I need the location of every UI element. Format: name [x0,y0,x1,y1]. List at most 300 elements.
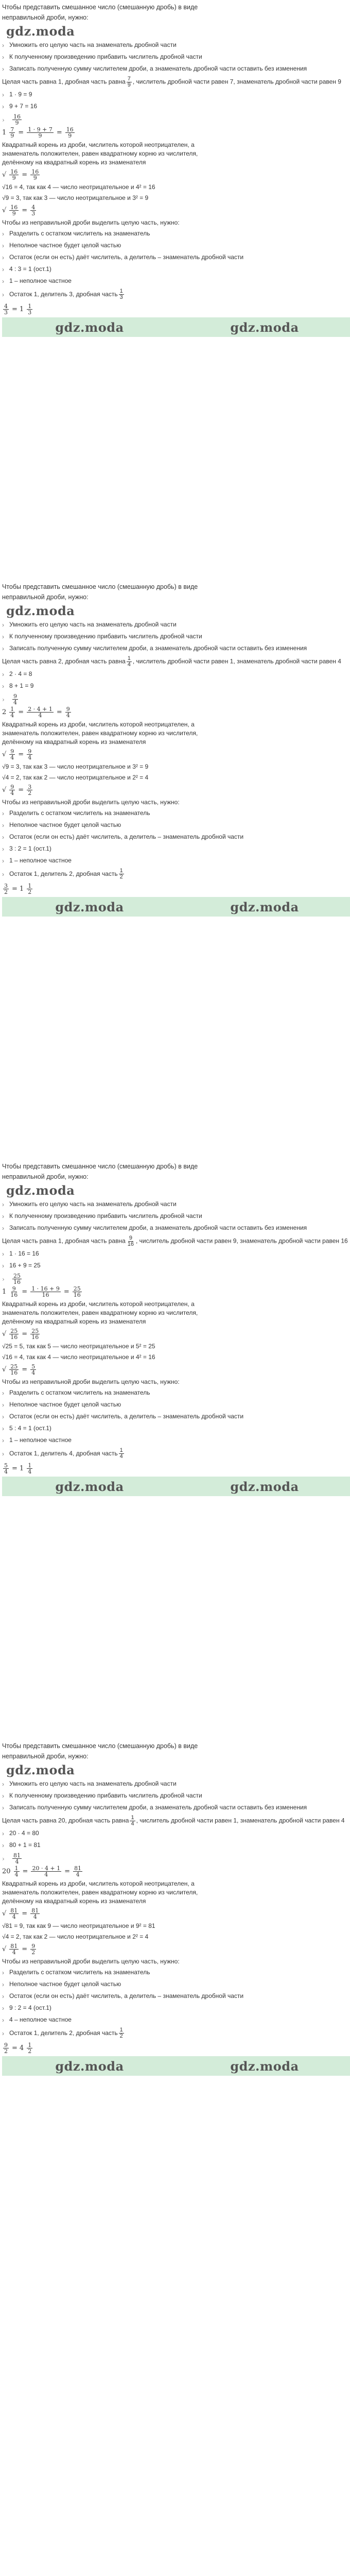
sqrt-split [30,1908,40,1920]
fraction-numerator: 2 · 4 + 1 [28,706,52,713]
whole-part-line [2,76,348,88]
bullet-icon: › [2,277,4,285]
fraction-numerator: 1 · 9 + 7 [28,126,52,133]
list-item-text: Умножить его целую часть на знаменатель дробной части [9,1780,177,1787]
expanded-fraction [27,127,54,139]
bullet-icon: › [2,65,4,73]
intro-text: Чтобы представить смешанное число (смешанную дробь) в виде неправильной дроби, нужно: [2,4,198,21]
bullet-icon: › [2,670,4,678]
fraction-numerator: 9 [129,1235,132,1241]
fractional-part [27,1463,32,1475]
rule-step [2,64,348,73]
fraction-numerator: 1 [119,1447,123,1453]
bullet-icon: › [2,242,4,249]
bullet-icon: › [2,1829,4,1837]
division-intro: Чтобы из неправильной дроби выделить целую часть, нужно: [2,799,180,806]
fraction-numerator: 1 [127,655,131,662]
list-item-text: 3 : 2 = 1 (ост.1) [9,845,51,852]
list-item-text: 1 · 9 = 9 [9,91,32,98]
whole-part-tail: , числитель дробной части равен 9, знаменатель дробной части равен 16 [136,1237,348,1245]
fraction-denominator: 3 [31,210,36,217]
bullet-icon: › [2,1450,4,1458]
bullet-icon: › [2,833,4,841]
watermark: gdz.moda [6,24,75,39]
equals-sign: = [22,206,28,214]
watermark: gdz.moda [55,319,124,335]
rule-step [2,41,348,49]
fraction-denominator: 4 [28,754,32,761]
list-item-text: Остаток 1, делитель 3, дробная часть [9,291,118,298]
division-step [2,844,348,853]
fraction-numerator: 3 [28,784,32,790]
division-step [2,833,348,841]
sqrt-numerator-line: √25 = 5, так как 5 — число неотрицательное и 5² = 25 [2,1343,155,1350]
mixed-fraction [9,706,15,718]
fraction-denominator: 4 [14,1871,19,1878]
division-step [2,289,348,300]
sqrt-numerator-line: √16 = 4, так как 4 — число неотрицательное и 4² = 16 [2,183,155,191]
conversion-chain [2,1286,348,1298]
watermark: gdz.moda [6,603,75,618]
bullet-icon: › [2,53,4,61]
improper-fraction [3,303,9,315]
fraction-denominator: 16 [73,1292,81,1298]
list-item-text: 5 : 4 = 1 (ост.1) [9,1425,51,1432]
bullet-icon: › [2,696,5,703]
bullet-icon: › [2,1792,4,1800]
division-step [2,1388,348,1397]
fraction-denominator: 4 [28,1468,32,1475]
list-item-text: Умножить его целую часть на знаменатель дробной части [9,621,177,628]
equals-sign: = [22,1909,28,1918]
equals-sign: = [12,2044,18,2052]
sqrt-split [27,749,32,760]
expanded-fraction [30,1286,61,1298]
division-step [2,868,348,880]
equals-sign: = [18,786,24,794]
division-intro: Чтобы из неправильной дроби выделить целую часть, нужно: [2,1958,180,1965]
bullet-icon: › [2,1980,4,1988]
division-step [2,809,348,818]
solution-section [0,1159,350,1739]
list-item-text: К полученному произведению прибавить числитель дробной части [9,1792,202,1799]
whole-part-text: Целая часть равна 2, дробная часть равна [2,657,126,665]
fraction-denominator: 2 [31,1949,36,1956]
fraction-denominator: 9 [15,120,19,126]
sqrt-radicand [9,1908,19,1920]
bullet-icon: › [2,1250,4,1258]
watermark: gdz.moda [230,2058,299,2074]
list-item-text: 1 – неполное частное [9,857,72,864]
fraction-numerator: 3 [4,883,8,889]
calc-step [2,102,348,111]
result-fraction [12,693,18,705]
mixed-fraction [14,1866,20,1877]
list-item-text: Записать полученную сумму числителем дроби, а знаменатель дробной части оставить без изменения [9,65,307,72]
calc-step [2,1261,348,1270]
whole-number: 1 [19,1464,24,1472]
whole-part-text: Целая часть равна 20, дробная часть равна [2,1817,129,1824]
list-item-text: Разделить с остатком числитель на знаменатель [9,1969,150,1976]
division-step [2,2015,348,2024]
fraction-denominator: 2 [4,889,8,895]
conversion-chain [2,1866,348,1877]
list-item-text: Записать полученную сумму числителем дроби, а знаменатель дробной части оставить без изменения [9,1224,307,1231]
bullet-icon: › [2,2004,4,2012]
whole-part-line [2,1815,348,1827]
list-item-text: Разделить с остатком числитель на знаменатель [9,1389,150,1396]
sqrt-rule-text: Квадратный корень из дроби, числитель которой неотрицателен, а знаменатель положителен, равен квадратному корню из числителя, делённому на квадратный корень из знаменателя [2,721,198,745]
fraction-numerator: 4 [31,204,36,211]
division-step [2,253,348,262]
fraction-numerator: 1 [119,2027,123,2033]
bullet-icon: › [2,1262,4,1269]
division-step [2,229,348,238]
bullet-icon: › [2,265,4,273]
mixed-fraction [9,127,15,139]
bullet-icon: › [2,1413,4,1420]
bullet-icon: › [2,91,4,98]
fraction-denominator: 16 [127,1241,134,1247]
list-item-text: 4 – неполное частное [9,2016,72,2023]
answer-highlight [2,2056,350,2076]
fraction-numerator: 81 [74,1865,82,1872]
fraction-numerator: 9 [4,2042,8,2048]
sqrt-radicand [9,749,15,760]
sqrt-radicand [9,205,19,216]
whole-part-tail: , числитель дробной части равен 1, знаменатель дробной части равен 4 [132,657,341,665]
bullet-icon: › [2,1804,4,1811]
list-item-text: 9 + 7 = 16 [9,103,38,110]
list-item-text: 8 + 1 = 9 [9,682,34,689]
sqrt-sign: √ [2,1909,7,1918]
fraction-denominator: 16 [13,1279,21,1285]
conversion-chain [2,706,348,718]
list-item-text: 16 + 9 = 25 [9,1262,41,1269]
whole-number: 20 [2,1867,11,1875]
calc-step [2,90,348,99]
sqrt-split [30,169,40,181]
fraction-denominator: 4 [33,1913,37,1920]
division-step [2,1412,348,1421]
rule-step [2,632,348,641]
calc-step [2,1841,348,1850]
division-step [2,241,348,250]
bullet-icon: › [2,230,4,238]
equals-sign: = [22,1287,28,1296]
fractional-part [130,1815,135,1827]
calc-step [2,670,348,679]
bullet-icon: › [2,821,4,829]
fraction-numerator: 25 [73,1285,81,1292]
bullet-icon: › [2,1436,4,1444]
calc-step [2,1249,348,1258]
fraction-denominator: 4 [10,712,14,719]
division-step [2,1436,348,1445]
list-item-text: Записать полученную сумму числителем дроби, а знаменатель дробной части оставить без изменения [9,1804,307,1811]
rule-step [2,1200,348,1209]
whole-part-line [2,1235,348,1247]
bullet-icon: › [2,103,4,110]
sqrt-sign: √ [2,171,7,179]
fraction-numerator: 1 [131,1815,134,1821]
list-item-text: Разделить с остатком числитель на знаменатель [9,809,150,817]
list-item-text: 1 · 16 = 16 [9,1250,39,1257]
sqrt-sign: √ [2,750,7,758]
fractional-part [127,1235,135,1247]
fraction-denominator: 2 [119,874,123,880]
rule-step [2,1791,348,1800]
sqrt-sign: √ [2,786,7,794]
fractional-part [127,656,132,668]
fraction-denominator: 4 [38,712,42,719]
list-item-text: Неполное частное будет целой частью [9,242,121,249]
fraction-denominator: 9 [33,175,37,181]
whole-number: 1 [2,1287,7,1296]
sqrt-expression [2,169,348,181]
division-step [2,2004,348,2012]
list-item-text: К полученному произведению прибавить числитель дробной части [9,1212,202,1219]
sqrt-result [2,1943,348,1955]
sqrt-sign: √ [2,1365,7,1374]
whole-part-tail: , числитель дробной части равен 1, знаменатель дробной части равен 4 [136,1817,345,1824]
fraction-numerator: 81 [10,1907,18,1914]
fraction-denominator: 9 [12,175,16,181]
fraction-numerator: 81 [31,1907,39,1914]
fraction-numerator: 5 [4,1462,8,1469]
division-step [2,277,348,285]
watermark: gdz.moda [6,1183,75,1198]
list-item-text: Умножить его целую часть на знаменатель дробной части [9,1200,177,1208]
rule-step [2,1803,348,1812]
fraction-numerator: 1 [28,1462,32,1469]
result-fraction-line [2,693,348,705]
fraction-denominator: 4 [44,1871,48,1878]
fraction-denominator: 16 [31,1334,39,1341]
division-step [2,1448,348,1460]
expanded-fraction [31,1866,61,1877]
sqrt-sign: √ [2,1330,7,1338]
result-fraction [12,114,22,126]
fraction-numerator: 16 [10,168,18,175]
fraction-denominator: 4 [12,1913,16,1920]
list-item-text: Неполное частное будет целой частью [9,821,121,828]
fraction-numerator: 1 [28,2042,32,2048]
equals-sign: = [56,708,62,716]
mixed-fraction [9,1286,19,1298]
watermark: gdz.moda [6,1762,75,1777]
fraction-numerator: 81 [13,1852,21,1859]
fraction-denominator: 16 [42,1292,49,1298]
equals-sign: = [63,1287,69,1296]
rule-step [2,1780,348,1788]
fraction-numerator: 1 [14,1865,19,1872]
bullet-icon: › [2,857,4,865]
rule-step [2,1212,348,1221]
improper-fraction [73,1866,82,1877]
fraction-numerator: 1 [10,706,14,713]
fraction-numerator: 9 [10,748,14,755]
list-item-text: 80 + 1 = 81 [9,1841,41,1849]
division-step [2,1968,348,1977]
equals-sign: = [18,750,24,758]
equals-sign: = [64,1867,71,1875]
fraction-denominator: 3 [28,309,32,316]
fraction-denominator: 9 [10,132,14,139]
result-fraction [12,1273,22,1285]
list-item-text: Разделить с остатком числитель на знаменатель [9,230,150,237]
division-step [2,1424,348,1433]
fraction-denominator: 2 [4,2048,8,2055]
improper-fraction [73,1286,82,1298]
fraction-numerator: 25 [10,1363,18,1370]
calc-step [2,1829,348,1838]
division-step [2,1400,348,1409]
fraction-denominator: 16 [10,1334,18,1341]
fraction-numerator: 16 [66,126,74,133]
sqrt-radicand [9,1328,19,1340]
fraction-numerator: 4 [4,303,8,310]
list-item-text: Остаток (если он есть) даёт числитель, а делитель – знаменатель дробной части [9,1992,244,1999]
final-answer [2,303,348,315]
list-item-text: Остаток (если он есть) даёт числитель, а делитель – знаменатель дробной части [9,1413,244,1420]
equals-sign: = [12,885,18,893]
fractional-part [119,2027,124,2039]
division-step [2,821,348,829]
sqrt-denominator-line: √9 = 3, так как 3 — число неотрицательное и 3² = 9 [2,194,149,201]
fractional-part [119,289,124,300]
fractional-part [27,883,32,895]
fraction-denominator: 3 [4,309,8,316]
sqrt-numerator-line: √9 = 3, так как 3 — число неотрицательное и 3² = 9 [2,763,149,770]
list-item-text: Остаток 1, делитель 4, дробная часть [9,1450,118,1457]
fraction-denominator: 4 [12,1949,16,1956]
bullet-icon: › [2,1275,5,1283]
fraction-numerator: 9 [66,706,70,713]
fractional-part [27,2042,32,2054]
fraction-numerator: 1 [119,868,123,874]
watermark: gdz.moda [230,1479,299,1494]
whole-part-text: Целая часть равна 1, дробная часть равна [2,78,126,86]
fraction-numerator: 5 [31,1363,36,1370]
fraction-denominator: 9 [38,132,42,139]
rule-step [2,53,348,61]
fraction-denominator: 3 [119,294,123,300]
sqrt-result [2,784,348,796]
calc-step [2,682,348,690]
equals-sign: = [22,171,28,179]
fraction-denominator: 4 [31,1369,36,1376]
sqrt-radicand [9,169,19,181]
whole-number: 1 [19,885,24,893]
bullet-icon: › [2,41,4,49]
sqrt-denominator-line: √16 = 4, так как 4 — число неотрицательное и 4² = 16 [2,1353,155,1361]
list-item-text: 9 : 2 = 4 (ост.1) [9,2004,51,2011]
sqrt-sign: √ [2,206,7,214]
improper-fraction [3,883,9,895]
list-item-text: Остаток 1, делитель 2, дробная часть [9,870,118,877]
bullet-icon: › [2,633,4,640]
division-step [2,856,348,865]
fraction-numerator: 25 [10,1328,18,1334]
fraction-numerator: 7 [10,126,14,133]
fraction-denominator: 4 [76,1871,80,1878]
list-item-text: Неполное частное будет целой частью [9,1401,121,1408]
fraction-numerator: 9 [12,1285,16,1292]
solution-section [0,1739,350,2293]
fraction-numerator: 81 [10,1943,18,1950]
division-step [2,2027,348,2039]
watermark: gdz.moda [230,319,299,335]
bullet-icon: › [2,1224,4,1232]
fraction-denominator: 4 [10,754,14,761]
expanded-fraction [27,706,54,718]
fraction-denominator: 2 [28,790,32,796]
sqrt-denominator-line: √4 = 2, так как 2 — число неотрицательное и 2² = 4 [2,774,149,781]
watermark: gdz.moda [55,1479,124,1494]
fraction-denominator: 16 [10,1292,18,1298]
improper-fraction [65,127,75,139]
answer-highlight [2,317,350,337]
bullet-icon: › [2,116,5,124]
fraction-numerator: 20 · 4 + 1 [32,1865,61,1872]
fraction-denominator: 2 [119,2033,123,2039]
fraction-numerator: 25 [31,1328,39,1334]
sqrt-radicand [9,1364,19,1376]
equals-sign: = [22,1365,28,1374]
solution-section [0,580,350,1159]
list-item-text: Неполное частное будет целой частью [9,1980,121,1988]
result-fraction-line [2,1853,348,1865]
bullet-icon: › [2,1841,4,1849]
equals-sign: = [12,1464,18,1472]
sqrt-rule-text: Квадратный корень из дроби, числитель которой неотрицателен, а знаменатель положителен, равен квадратному корню из числителя, делённому на квадратный корень из знаменателя [2,1300,198,1325]
list-item-text: Остаток (если он есть) даёт числитель, а делитель – знаменатель дробной части [9,833,244,840]
sqrt-value [30,1364,36,1376]
bullet-icon: › [2,645,4,652]
bullet-icon: › [2,1200,4,1208]
bullet-icon: › [2,1855,5,1862]
bullet-icon: › [2,1389,4,1397]
fraction-numerator: 7 [127,76,131,82]
fraction-denominator: 9 [68,132,72,139]
bullet-icon: › [2,1212,4,1220]
bullet-icon: › [2,1401,4,1409]
division-step [2,265,348,274]
fraction-numerator: 9 [28,748,32,755]
fraction-denominator: 4 [10,790,14,796]
watermark: gdz.moda [55,2058,124,2074]
fraction-denominator: 2 [28,2048,32,2055]
solution-section [0,0,350,580]
division-step [2,1992,348,2001]
bullet-icon: › [2,1425,4,1432]
list-item-text: 20 · 4 = 80 [9,1829,39,1837]
equals-sign: = [12,305,18,313]
fraction-denominator: 16 [10,1369,18,1376]
list-item-text: Записать полученную сумму числителем дроби, а знаменатель дробной части оставить без изменения [9,645,307,652]
fraction-numerator: 16 [31,168,39,175]
final-answer [2,2042,348,2054]
answer-highlight [2,1477,350,1496]
equals-sign: = [18,708,24,716]
list-item-text: Остаток (если он есть) даёт числитель, а делитель – знаменатель дробной части [9,253,244,261]
fraction-numerator: 1 [28,303,32,310]
fractional-part [119,868,124,880]
fraction-denominator: 4 [4,1468,8,1475]
sqrt-sign: √ [2,1945,7,1953]
watermark: gdz.moda [55,899,124,914]
